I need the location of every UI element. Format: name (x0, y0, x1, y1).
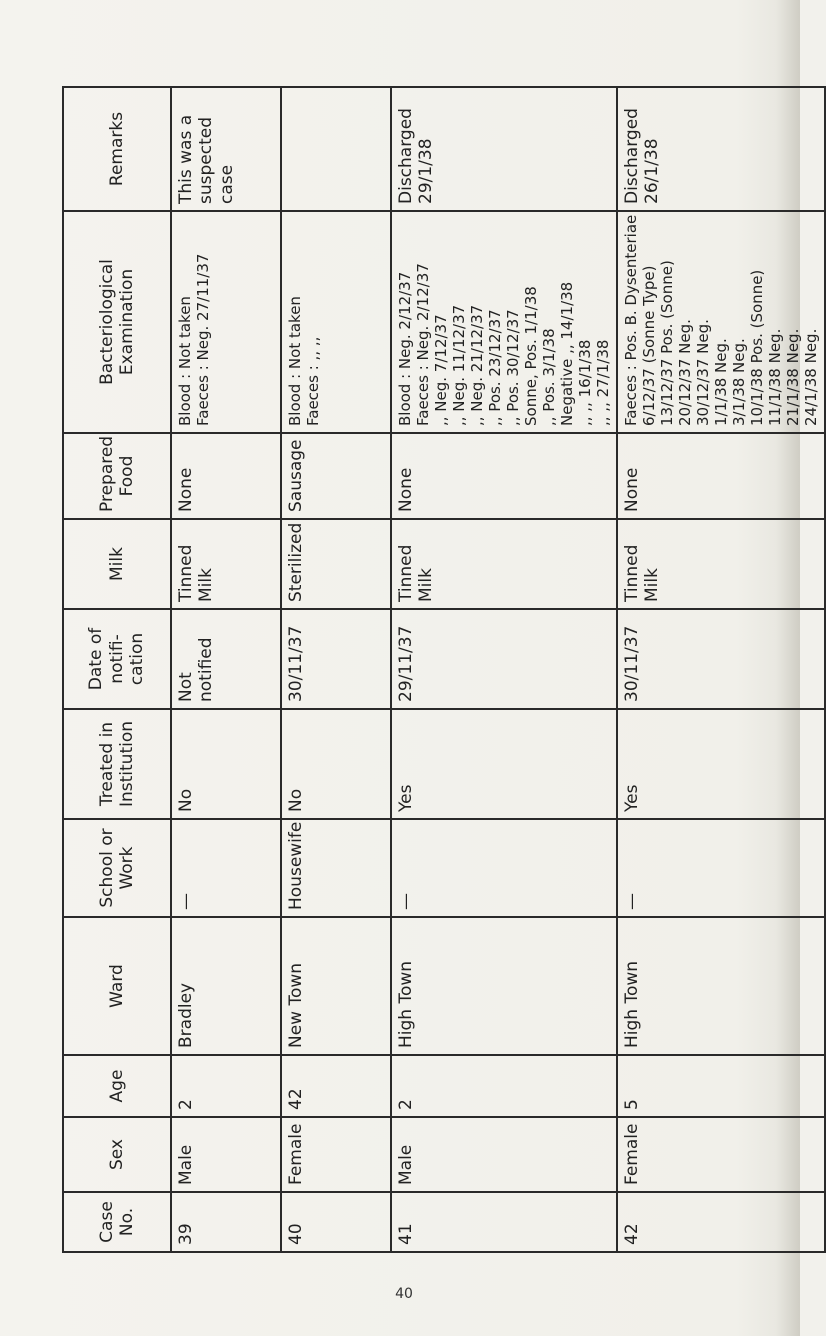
bact-line: Faeces : Pos. B. Dysenteriae (622, 214, 640, 426)
treated-cell: Yes (617, 709, 825, 819)
age-cell: 2 (391, 1055, 617, 1117)
age-cell: 2 (171, 1055, 281, 1117)
remarks-cell (281, 87, 391, 211)
bact-line: 24/1/38 Neg. (802, 328, 820, 426)
school-cell: Housewife (281, 819, 391, 917)
milk-cell: Tinned Milk (617, 519, 825, 609)
notification-cell: 30/11/37 (617, 609, 825, 709)
remarks-cell: Discharged 29/1/38 (391, 87, 617, 211)
header-bact: Bacteriological Examination (63, 211, 171, 433)
bact-cell (617, 211, 825, 433)
ward-cell: High Town (617, 917, 825, 1055)
page-number: 40 (395, 1286, 413, 1302)
rotated-table (62, 88, 820, 1253)
bact-line: 21/1/38 Neg. (784, 328, 802, 426)
header-sex: Sex (63, 1117, 171, 1192)
food-cell: None (391, 433, 617, 519)
header-row (63, 87, 171, 1252)
header-remarks: Remarks (63, 87, 171, 211)
header-ward: Ward (63, 917, 171, 1055)
bact-line: Blood : Not taken (286, 296, 304, 426)
bact-line: 30/12/37 Neg. (694, 319, 712, 426)
food-cell: None (617, 433, 825, 519)
bact-line: Blood : Neg. 2/12/37 (396, 271, 414, 426)
age-cell: 42 (281, 1055, 391, 1117)
ward-cell: Bradley (171, 917, 281, 1055)
remarks-cell: Discharged 26/1/38 (617, 87, 825, 211)
header-treated: Treated in Institution (63, 709, 171, 819)
bact-line: Faeces : Neg. 27/11/37 (194, 253, 212, 426)
bact-line: Negative ,, 14/1/38 (558, 281, 576, 426)
bact-line: ,, ,, 16/1/38 (576, 339, 594, 426)
sex-cell: Male (171, 1117, 281, 1192)
bact-cell (391, 211, 617, 433)
bact-line: 20/12/37 Neg. (676, 319, 694, 426)
school-cell: — (171, 819, 281, 917)
header-age: Age (63, 1055, 171, 1117)
bact-line: Faeces : ,, ,, (304, 336, 322, 426)
remarks-cell: This was a suspected case (171, 87, 281, 211)
bact-line: ,, Neg. 11/12/37 (450, 304, 468, 426)
header-milk: Milk (63, 519, 171, 609)
sex-cell: Female (617, 1117, 825, 1192)
bact-line: ,, Pos. 23/12/37 (486, 309, 504, 426)
table-row (391, 87, 617, 1252)
treated-cell: No (171, 709, 281, 819)
bact-line: ,, Neg. 21/12/37 (468, 304, 486, 426)
case-no-cell: 39 (171, 1192, 281, 1252)
sex-cell: Female (281, 1117, 391, 1192)
case-no-cell: 40 (281, 1192, 391, 1252)
ward-cell: New Town (281, 917, 391, 1055)
bact-line: ,, Pos. 3/1/38 (540, 328, 558, 426)
milk-cell: Sterilized (281, 519, 391, 609)
case-no-cell: 41 (391, 1192, 617, 1252)
bact-cell (281, 211, 391, 433)
bact-line: 3/1/38 Neg. (730, 338, 748, 426)
bact-line: Blood : Not taken (176, 296, 194, 426)
bact-line: ,, Pos. 30/12/37 (504, 309, 522, 426)
bact-line: 6/12/37 (Sonne Type) (640, 265, 658, 426)
food-cell: Sausage (281, 433, 391, 519)
bact-line: ,, Neg. 7/12/37 (432, 314, 450, 426)
bact-line: 10/1/38 Pos. (Sonne) (748, 269, 766, 426)
table-row (281, 87, 391, 1252)
bact-cell (171, 211, 281, 433)
treated-cell: No (281, 709, 391, 819)
notification-cell: 30/11/37 (281, 609, 391, 709)
ward-cell: High Town (391, 917, 617, 1055)
treated-cell: Yes (391, 709, 617, 819)
table-row (171, 87, 281, 1252)
rotated-table-wrapper (62, 88, 820, 1253)
header-case-no: Case No. (63, 1192, 171, 1252)
food-cell: None (171, 433, 281, 519)
cases-table (62, 86, 826, 1253)
age-cell: 5 (617, 1055, 825, 1117)
header-notification: Date of notifi-cation (63, 609, 171, 709)
header-school: School or Work (63, 819, 171, 917)
sex-cell: Male (391, 1117, 617, 1192)
bact-line: 1/1/38 Neg. (712, 338, 730, 426)
case-no-cell: 42 (617, 1192, 825, 1252)
milk-cell: Tinned Milk (171, 519, 281, 609)
bact-line: ,, ,, 27/1/38 (594, 339, 612, 426)
bact-line: Sonne, Pos. 1/1/38 (522, 286, 540, 426)
school-cell: — (391, 819, 617, 917)
notification-cell: Not notified (171, 609, 281, 709)
bact-line: Faeces : Neg. 2/12/37 (414, 263, 432, 426)
notification-cell: 29/11/37 (391, 609, 617, 709)
table-row (617, 87, 825, 1252)
school-cell: — (617, 819, 825, 917)
milk-cell: Tinned Milk (391, 519, 617, 609)
bact-line: 13/12/37 Pos. (Sonne) (658, 260, 676, 426)
bact-line: 11/1/38 Neg. (766, 328, 784, 426)
header-food: Prepared Food (63, 433, 171, 519)
